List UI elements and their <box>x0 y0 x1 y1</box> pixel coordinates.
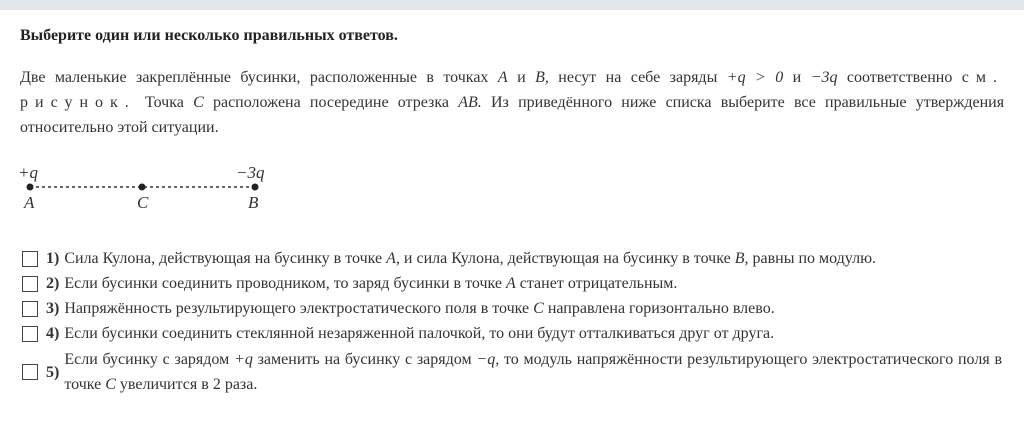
question-part3: соответственно <box>846 69 953 86</box>
option-1-t2: и сила Кулона, действующая на бусинку в точке <box>403 250 731 267</box>
option-1-t1: Сила Кулона, действующая на бусинку в точке <box>64 250 383 267</box>
option-5-v1: +q <box>234 351 253 368</box>
option-2-text <box>64 271 1002 296</box>
option-4 <box>22 321 1002 346</box>
point-c-dot <box>139 184 146 191</box>
option-1-number: 1) <box>46 250 60 267</box>
option-3-checkbox[interactable] <box>22 301 38 317</box>
top-bar <box>0 0 1024 10</box>
option-1-v2: B, <box>734 250 749 267</box>
option-5 <box>22 347 1002 397</box>
label-a: A <box>24 193 35 212</box>
option-5-t2: заменить на бусинку с зарядом <box>257 351 472 368</box>
question-text <box>20 65 1004 140</box>
option-3-text <box>64 296 1002 321</box>
question-part5: расположена посередине отрезка <box>212 94 449 111</box>
option-2-number: 2) <box>46 275 60 292</box>
option-3-number: 3) <box>46 300 60 317</box>
bead-a <box>27 184 34 191</box>
option-3-v1: C <box>533 300 544 317</box>
option-5-number: 5) <box>46 363 60 381</box>
option-1-checkbox[interactable] <box>22 251 38 267</box>
question-point-c: C <box>193 94 204 111</box>
charges-figure <box>14 158 284 216</box>
option-1-text <box>64 246 1002 271</box>
option-3-t1: Напряжённость результирующего электростатического поля в точке <box>64 300 530 317</box>
option-5-t1: Если бусинку с зарядом <box>64 351 230 368</box>
question-part1: Две маленькие закреплённые бусинки, расположенные в точках <box>20 69 489 86</box>
option-2-v1: A <box>505 275 516 292</box>
option-5-t4: увеличится в 2 раза. <box>119 376 258 393</box>
option-1-t3: равны по модулю. <box>752 250 877 267</box>
option-2 <box>22 271 1002 296</box>
option-5-text <box>64 347 1002 397</box>
question-and: и <box>517 69 526 86</box>
bead-b <box>252 184 259 191</box>
option-1 <box>22 246 1002 271</box>
option-5-t3: то модуль напряжённости результирующего электростатического поля в точке <box>64 351 1003 393</box>
question-point-a: A <box>497 69 508 86</box>
option-1-v1: A, <box>386 250 400 267</box>
question-part4: Точка <box>145 94 184 111</box>
question-part6: Из приведённого ниже списка выберите все правильные утверждения относительно этой ситуации. <box>20 94 1005 136</box>
question-point-b: B, <box>535 69 549 86</box>
instruction-heading: Выберите один или несколько правильных ответов. <box>20 27 398 44</box>
option-3-t2: направлена горизонтально влево. <box>547 300 775 317</box>
option-4-checkbox[interactable] <box>22 326 38 342</box>
option-5-v2: −q, <box>476 351 500 368</box>
option-3 <box>22 296 1002 321</box>
option-2-t1: Если бусинки соединить проводником, то заряд бусинки в точке <box>64 275 502 292</box>
option-4-text: Если бусинки соединить стеклянной незаряженной палочкой, то они будут отталкиваться друг от друга. <box>64 325 775 342</box>
option-5-v3: C <box>105 376 116 393</box>
label-c: C <box>137 193 149 212</box>
question-see-figure: см. рисунок. <box>20 69 1004 111</box>
option-2-checkbox[interactable] <box>22 276 38 292</box>
question-charge-pos: +q > 0 <box>726 69 784 86</box>
option-4-number: 4) <box>46 325 60 342</box>
label-pos-charge: +q <box>18 163 38 182</box>
charges-diagram <box>14 158 284 216</box>
question-and2: и <box>792 69 802 86</box>
label-neg-charge: −3q <box>236 163 265 182</box>
answer-options <box>22 246 1002 397</box>
label-b: B <box>248 193 259 212</box>
question-segment: AB. <box>458 94 482 111</box>
option-5-checkbox[interactable] <box>22 364 38 380</box>
question-charge-neg: −3q <box>810 69 838 86</box>
option-2-t2: станет отрицательным. <box>519 275 678 292</box>
question-part2: несут на себе заряды <box>558 69 718 86</box>
